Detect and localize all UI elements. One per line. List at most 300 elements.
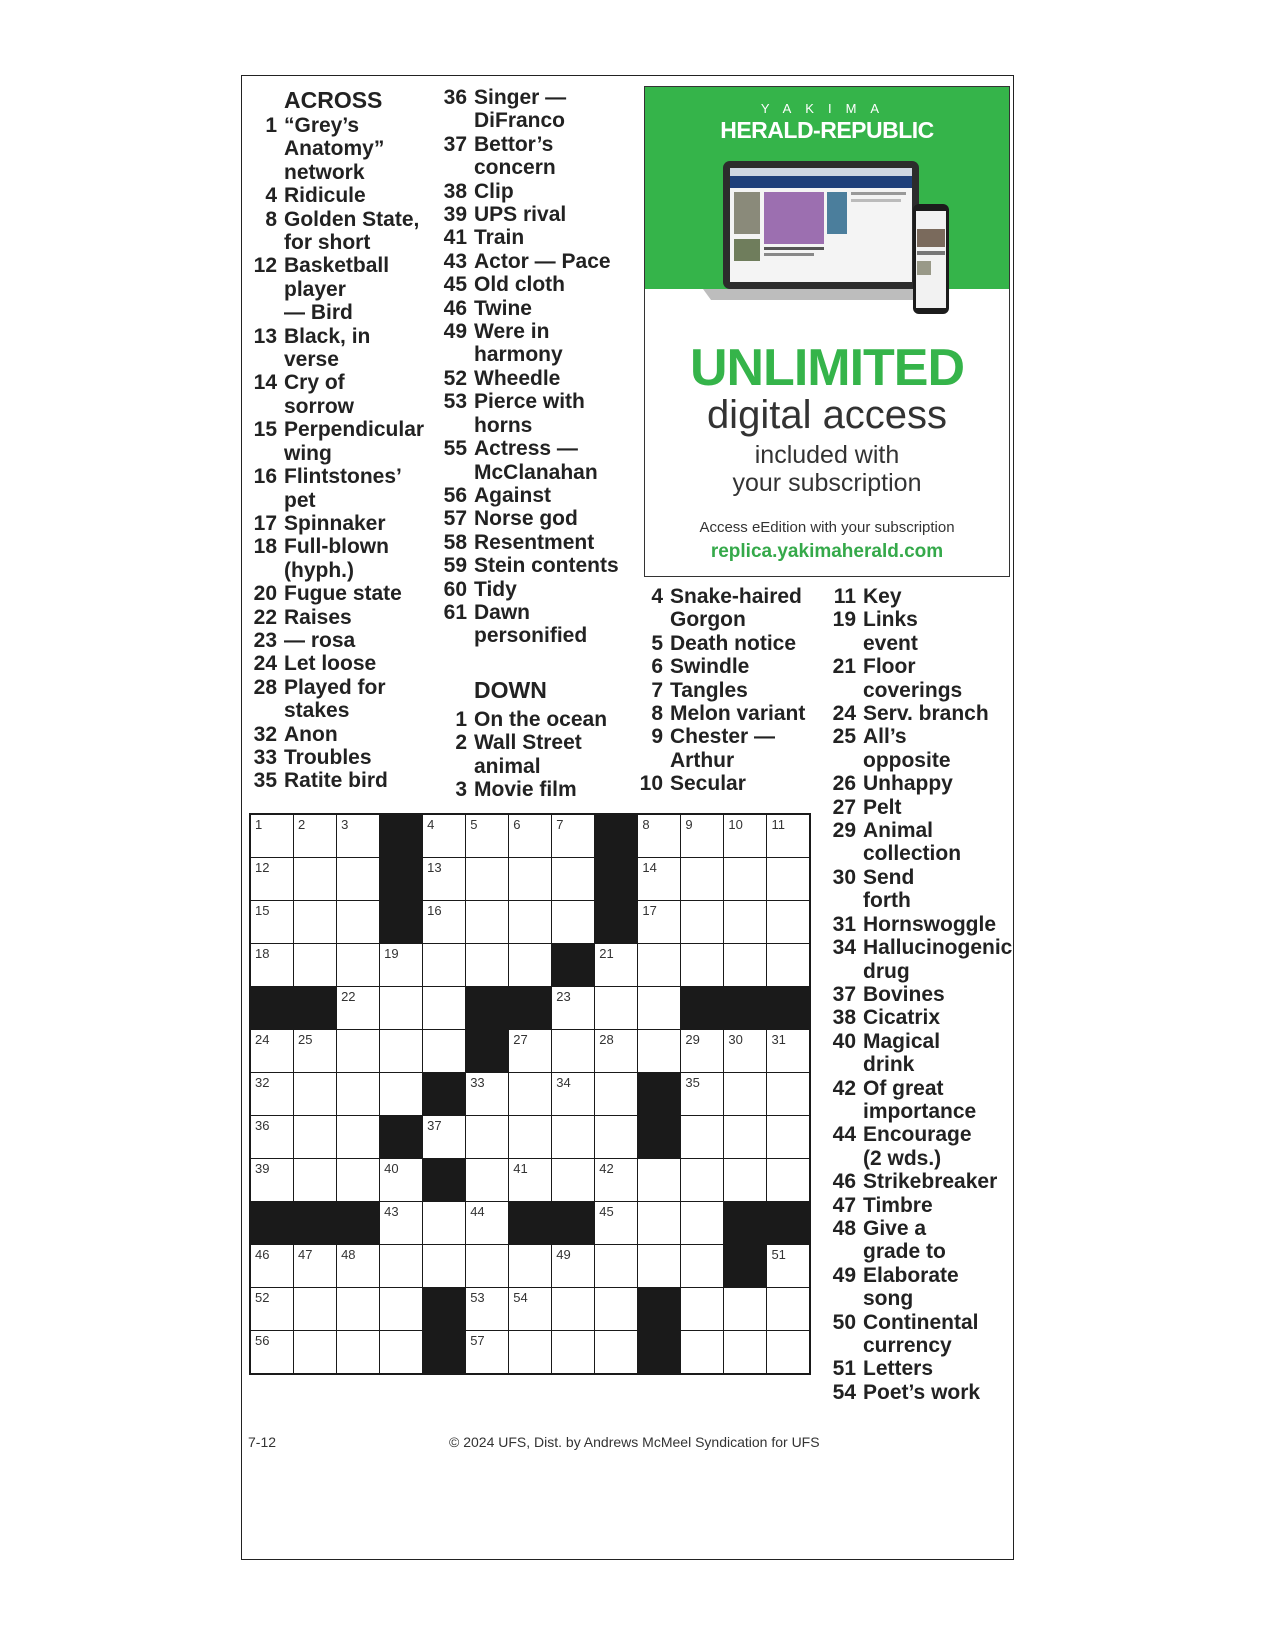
grid-cell[interactable] <box>552 987 594 1029</box>
clue-number: 10 <box>639 772 663 796</box>
grid-cell[interactable] <box>767 1030 809 1072</box>
clue-item[interactable] <box>822 819 1012 866</box>
grid-cell[interactable] <box>251 1159 293 1201</box>
grid-cell[interactable] <box>251 1030 293 1072</box>
grid-cell[interactable] <box>595 1030 637 1072</box>
clue-item[interactable] <box>433 554 633 577</box>
grid-cell[interactable] <box>509 1073 551 1115</box>
grid-cell[interactable] <box>380 944 422 986</box>
clue-item[interactable] <box>822 1123 1012 1170</box>
grid-cell[interactable] <box>552 1030 594 1072</box>
grid-cell[interactable] <box>681 1116 723 1158</box>
clue-item[interactable] <box>822 1217 1012 1264</box>
clue-text <box>474 297 532 320</box>
grid-cell[interactable] <box>251 901 293 943</box>
clue-text <box>284 208 419 255</box>
grid-cell[interactable] <box>552 815 594 857</box>
grid-cell[interactable] <box>337 1116 379 1158</box>
clues-col2 <box>433 86 633 801</box>
cell-number: 40 <box>384 1161 399 1177</box>
clue-line: (2 wds.) <box>863 1146 942 1170</box>
grid-cell[interactable] <box>509 1288 551 1330</box>
clue-number: 4 <box>651 585 663 608</box>
cell-number: 19 <box>384 946 399 962</box>
grid-cell[interactable] <box>337 1030 379 1072</box>
grid-cell[interactable] <box>423 1245 465 1287</box>
grid-cell[interactable] <box>466 1159 508 1201</box>
clue-item[interactable] <box>243 746 433 769</box>
grid-cell[interactable] <box>509 1331 551 1373</box>
grid-cell[interactable] <box>337 1073 379 1115</box>
grid-cell[interactable] <box>552 1159 594 1201</box>
clue-line: Death notice <box>670 631 797 655</box>
subscription-ad[interactable] <box>644 86 1010 577</box>
clue-item[interactable] <box>243 465 433 512</box>
grid-cell[interactable] <box>595 944 637 986</box>
clue-line: McClanahan <box>474 460 598 484</box>
cell-number: 21 <box>599 946 614 962</box>
clue-item[interactable] <box>433 180 633 203</box>
clue-item[interactable] <box>433 731 633 778</box>
clue-item[interactable] <box>629 772 819 795</box>
grid-cell[interactable] <box>251 1331 293 1373</box>
clue-number: 28 <box>253 675 277 699</box>
grid-cell[interactable] <box>767 858 809 900</box>
clue-text <box>863 819 961 866</box>
grid-cell[interactable] <box>681 815 723 857</box>
grid-cell[interactable] <box>638 987 680 1029</box>
grid-cell[interactable] <box>767 815 809 857</box>
clue-item[interactable] <box>433 578 633 601</box>
clue-text <box>284 325 370 372</box>
grid-cell[interactable] <box>337 901 379 943</box>
clue-item[interactable] <box>433 484 633 507</box>
grid-cell[interactable] <box>681 1159 723 1201</box>
cell-number: 47 <box>298 1247 313 1263</box>
clue-item[interactable] <box>243 769 433 792</box>
clue-item[interactable] <box>433 250 633 273</box>
clue-text <box>863 1006 940 1029</box>
grid-cell[interactable] <box>466 1073 508 1115</box>
clue-number: 24 <box>832 702 856 726</box>
grid-cell[interactable] <box>552 858 594 900</box>
grid-cell[interactable] <box>724 1159 766 1201</box>
grid-cell[interactable] <box>681 1030 723 1072</box>
grid-cell[interactable] <box>681 858 723 900</box>
clue-number: 11 <box>833 585 856 608</box>
clue-number: 8 <box>265 207 277 231</box>
grid-cell[interactable] <box>380 1331 422 1373</box>
grid-cell[interactable] <box>552 1288 594 1330</box>
grid-cell[interactable] <box>423 858 465 900</box>
grid-cell[interactable] <box>724 1030 766 1072</box>
clue-text <box>863 1264 959 1311</box>
grid-cell[interactable] <box>681 1288 723 1330</box>
clue-text <box>284 184 366 207</box>
grid-cell[interactable] <box>294 1331 336 1373</box>
grid-cell[interactable] <box>595 1331 637 1373</box>
grid-cell[interactable] <box>509 944 551 986</box>
clue-item[interactable] <box>822 585 1012 608</box>
clue-line: Anatomy” <box>284 137 385 161</box>
clue-number: 7 <box>651 678 663 702</box>
grid-cell[interactable] <box>552 1331 594 1373</box>
grid-cell[interactable] <box>423 1202 465 1244</box>
clue-item[interactable] <box>822 983 1012 1006</box>
grid-cell[interactable] <box>767 1331 809 1373</box>
clue-item[interactable] <box>822 1311 1012 1358</box>
grid-cell[interactable] <box>251 1073 293 1115</box>
grid-cell[interactable] <box>423 1116 465 1158</box>
grid-cell[interactable] <box>724 944 766 986</box>
cell-number: 8 <box>642 817 650 832</box>
grid-cell[interactable] <box>638 858 680 900</box>
clue-text <box>474 437 598 484</box>
grid-cell[interactable] <box>423 815 465 857</box>
cell-number: 29 <box>685 1032 700 1048</box>
clue-item[interactable] <box>629 725 819 772</box>
grid-cell[interactable] <box>681 1245 723 1287</box>
cell-number: 37 <box>427 1118 442 1134</box>
grid-cell[interactable] <box>552 1245 594 1287</box>
clue-line: sorrow <box>284 394 355 418</box>
clue-item[interactable] <box>243 208 433 255</box>
grid-cell[interactable] <box>380 1073 422 1115</box>
cell-number: 44 <box>470 1204 485 1220</box>
clue-item[interactable] <box>822 1030 1012 1077</box>
clue-text <box>474 484 551 507</box>
grid-cell[interactable] <box>724 901 766 943</box>
clue-item[interactable] <box>629 702 819 725</box>
clue-item[interactable] <box>822 936 1012 983</box>
grid-cell[interactable] <box>724 858 766 900</box>
clue-number: 22 <box>253 605 277 629</box>
clue-item[interactable] <box>629 679 819 702</box>
grid-cell[interactable] <box>638 815 680 857</box>
grid-cell[interactable] <box>380 1288 422 1330</box>
grid-cell[interactable] <box>380 1202 422 1244</box>
clue-item[interactable] <box>433 226 633 249</box>
clue-line: Wall Street <box>474 731 582 755</box>
grid-cell[interactable] <box>466 1288 508 1330</box>
clue-item[interactable] <box>433 367 633 390</box>
grid-cell[interactable] <box>595 1159 637 1201</box>
grid-cell[interactable] <box>595 1245 637 1287</box>
cell-number: 9 <box>685 817 693 832</box>
clue-item[interactable] <box>822 608 1012 655</box>
clue-line: Perpendicular <box>284 418 425 442</box>
grid-cell[interactable] <box>251 944 293 986</box>
clue-item[interactable] <box>433 203 633 226</box>
clue-text <box>670 725 775 772</box>
grid-cell[interactable] <box>294 901 336 943</box>
clue-item[interactable] <box>433 601 633 648</box>
grid-cell[interactable] <box>724 1116 766 1158</box>
cell-number: 4 <box>427 817 435 832</box>
grid-cell[interactable] <box>337 1331 379 1373</box>
clue-line: — Bird <box>284 301 353 325</box>
grid-cell[interactable] <box>423 1030 465 1072</box>
clue-number: 60 <box>443 577 467 601</box>
clue-item[interactable] <box>243 652 433 675</box>
clue-line: Encourage <box>863 1123 972 1147</box>
grid-cell[interactable] <box>337 987 379 1029</box>
clue-number: 19 <box>832 608 856 632</box>
clue-item[interactable] <box>433 320 633 367</box>
clue-item[interactable] <box>822 655 1012 702</box>
clue-line: Melon variant <box>670 702 806 726</box>
grid-cell[interactable] <box>251 1245 293 1287</box>
grid-cell[interactable] <box>509 815 551 857</box>
clue-item[interactable] <box>243 629 433 652</box>
clue-number: 33 <box>253 745 277 769</box>
grid-cell[interactable] <box>380 1030 422 1072</box>
grid-cell[interactable] <box>767 901 809 943</box>
clue-item[interactable] <box>822 796 1012 819</box>
grid-cell[interactable] <box>380 1245 422 1287</box>
clue-item[interactable] <box>433 437 633 484</box>
clue-item[interactable] <box>629 585 819 632</box>
ad-url-link[interactable]: replica.yakimaherald.com <box>710 541 944 562</box>
grid-block <box>423 1288 465 1330</box>
clue-line: Let loose <box>284 652 377 676</box>
grid-cell[interactable] <box>337 1288 379 1330</box>
clue-item[interactable] <box>629 655 819 678</box>
grid-cell[interactable] <box>294 944 336 986</box>
grid-cell[interactable] <box>466 1331 508 1373</box>
grid-cell[interactable] <box>724 1288 766 1330</box>
cell-number: 18 <box>255 946 270 962</box>
grid-cell[interactable] <box>294 1288 336 1330</box>
clue-item[interactable] <box>243 254 433 324</box>
clue-number: 29 <box>832 819 856 843</box>
grid-cell[interactable] <box>638 901 680 943</box>
clue-number: 39 <box>443 203 467 227</box>
grid-cell[interactable] <box>251 858 293 900</box>
grid-cell[interactable] <box>337 815 379 857</box>
grid-cell[interactable] <box>337 1159 379 1201</box>
clue-line: Cry of <box>284 371 345 395</box>
clue-item[interactable] <box>822 1194 1012 1217</box>
grid-cell[interactable] <box>638 1159 680 1201</box>
grid-cell[interactable] <box>466 1245 508 1287</box>
grid-cell[interactable] <box>552 901 594 943</box>
grid-cell[interactable] <box>595 1073 637 1115</box>
grid-cell[interactable] <box>509 1159 551 1201</box>
clue-number: 46 <box>443 296 467 320</box>
crossword-grid[interactable] <box>249 813 811 1375</box>
grid-cell[interactable] <box>509 1245 551 1287</box>
grid-cell[interactable] <box>681 1073 723 1115</box>
grid-block <box>552 1202 594 1244</box>
clue-item[interactable] <box>433 297 633 320</box>
grid-cell[interactable] <box>423 901 465 943</box>
clue-line: drink <box>863 1053 915 1077</box>
clue-item[interactable] <box>433 778 633 801</box>
clue-item[interactable] <box>822 772 1012 795</box>
cell-number: 51 <box>771 1247 786 1263</box>
clue-item[interactable] <box>243 325 433 372</box>
grid-cell[interactable] <box>767 1288 809 1330</box>
grid-cell[interactable] <box>681 944 723 986</box>
grid-cell[interactable] <box>466 1202 508 1244</box>
clue-line: wing <box>284 441 332 465</box>
clue-item[interactable] <box>822 725 1012 772</box>
grid-cell[interactable] <box>681 1202 723 1244</box>
down-heading: DOWN <box>474 676 547 703</box>
grid-cell[interactable] <box>509 858 551 900</box>
clue-number: 36 <box>443 86 467 109</box>
grid-cell[interactable] <box>509 1030 551 1072</box>
clue-item[interactable] <box>822 1264 1012 1311</box>
clue-line: UPS rival <box>474 203 567 227</box>
grid-cell[interactable] <box>380 1159 422 1201</box>
grid-cell[interactable] <box>724 815 766 857</box>
grid-cell[interactable] <box>638 1202 680 1244</box>
grid-cell[interactable] <box>552 1116 594 1158</box>
clue-item[interactable] <box>243 184 433 207</box>
clue-number: 25 <box>832 725 856 749</box>
clue-number: 32 <box>253 722 277 746</box>
grid-cell[interactable] <box>294 1030 336 1072</box>
grid-cell[interactable] <box>509 901 551 943</box>
clue-item[interactable] <box>433 86 633 133</box>
grid-cell[interactable] <box>294 1116 336 1158</box>
clue-item[interactable] <box>243 606 433 629</box>
clue-line: Strikebreaker <box>863 1170 998 1194</box>
grid-block <box>638 1331 680 1373</box>
grid-cell[interactable] <box>294 815 336 857</box>
grid-cell[interactable] <box>595 1202 637 1244</box>
grid-cell[interactable] <box>638 1030 680 1072</box>
cell-number: 41 <box>513 1161 528 1177</box>
grid-cell[interactable] <box>251 1288 293 1330</box>
clue-line: concern <box>474 156 556 180</box>
clue-item[interactable] <box>822 1006 1012 1029</box>
clue-item[interactable] <box>433 507 633 530</box>
grid-block <box>595 858 637 900</box>
clue-text <box>670 655 749 678</box>
clue-item[interactable] <box>243 371 433 418</box>
clue-text <box>670 679 748 702</box>
grid-cell[interactable] <box>767 1159 809 1201</box>
clue-item[interactable] <box>822 866 1012 913</box>
clue-number: 61 <box>443 600 467 624</box>
clue-number: 31 <box>832 912 856 936</box>
grid-cell[interactable] <box>294 1159 336 1201</box>
grid-cell[interactable] <box>337 858 379 900</box>
clue-line: Arthur <box>670 748 735 772</box>
grid-cell[interactable] <box>595 987 637 1029</box>
clue-item[interactable] <box>243 535 433 582</box>
grid-cell[interactable] <box>509 1116 551 1158</box>
grid-cell[interactable] <box>251 1116 293 1158</box>
grid-cell[interactable] <box>466 815 508 857</box>
clue-line: Ratite bird <box>284 769 388 793</box>
grid-cell[interactable] <box>724 1331 766 1373</box>
clue-item[interactable] <box>822 1077 1012 1124</box>
clue-text <box>474 133 556 180</box>
clue-number: 35 <box>253 769 277 793</box>
grid-cell[interactable] <box>724 1073 766 1115</box>
grid-cell[interactable] <box>380 987 422 1029</box>
grid-cell[interactable] <box>638 1245 680 1287</box>
clue-line: Give a <box>863 1216 927 1240</box>
clue-number: 8 <box>651 702 663 726</box>
clue-line: Hornswoggle <box>863 912 997 936</box>
clue-item[interactable] <box>822 702 1012 725</box>
cell-number: 30 <box>728 1032 743 1048</box>
grid-cell[interactable] <box>251 815 293 857</box>
grid-cell[interactable] <box>767 1245 809 1287</box>
grid-cell[interactable] <box>767 944 809 986</box>
clue-item[interactable] <box>433 390 633 437</box>
cell-number: 57 <box>470 1333 485 1349</box>
grid-block <box>724 1245 766 1287</box>
clue-item[interactable] <box>822 1357 1012 1380</box>
clue-item[interactable] <box>243 114 433 184</box>
clue-item[interactable] <box>629 632 819 655</box>
grid-cell[interactable] <box>767 1073 809 1115</box>
clue-item[interactable] <box>433 531 633 554</box>
clue-line: Snake-haired <box>670 585 802 608</box>
grid-cell[interactable] <box>638 944 680 986</box>
clue-item[interactable] <box>243 512 433 535</box>
clue-number: 50 <box>832 1310 856 1334</box>
clue-item[interactable] <box>433 133 633 180</box>
cell-number: 14 <box>642 860 657 876</box>
ad-included: included with <box>754 441 900 469</box>
grid-cell[interactable] <box>552 1073 594 1115</box>
clue-item[interactable] <box>822 913 1012 936</box>
grid-cell[interactable] <box>423 987 465 1029</box>
clue-line: Raises <box>284 605 352 629</box>
grid-cell[interactable] <box>466 901 508 943</box>
grid-cell[interactable] <box>423 944 465 986</box>
grid-cell[interactable] <box>294 1073 336 1115</box>
clue-number: 37 <box>832 982 856 1006</box>
grid-cell[interactable] <box>337 944 379 986</box>
clue-text <box>863 1030 940 1077</box>
clue-number: 5 <box>651 631 663 655</box>
clue-item[interactable] <box>433 273 633 296</box>
clue-item[interactable] <box>822 1170 1012 1193</box>
clue-item[interactable] <box>822 1381 1012 1404</box>
cell-number: 17 <box>642 903 657 919</box>
grid-cell[interactable] <box>466 858 508 900</box>
clue-item[interactable] <box>433 708 633 731</box>
grid-cell[interactable] <box>466 1116 508 1158</box>
grid-cell[interactable] <box>466 944 508 986</box>
grid-cell[interactable] <box>595 1116 637 1158</box>
clue-item[interactable] <box>243 582 433 605</box>
cell-number: 3 <box>341 817 349 832</box>
grid-cell[interactable] <box>595 1288 637 1330</box>
grid-cell[interactable] <box>337 1245 379 1287</box>
grid-cell[interactable] <box>294 1245 336 1287</box>
clue-line: Flintstones’ <box>284 465 402 489</box>
grid-cell[interactable] <box>681 901 723 943</box>
clue-text <box>670 772 746 795</box>
cell-number: 12 <box>255 860 270 876</box>
grid-cell[interactable] <box>767 1116 809 1158</box>
clue-item[interactable] <box>243 723 433 746</box>
clue-text <box>474 554 619 577</box>
clue-item[interactable] <box>243 676 433 723</box>
clue-item[interactable] <box>243 418 433 465</box>
grid-cell[interactable] <box>681 1331 723 1373</box>
grid-cell[interactable] <box>294 858 336 900</box>
